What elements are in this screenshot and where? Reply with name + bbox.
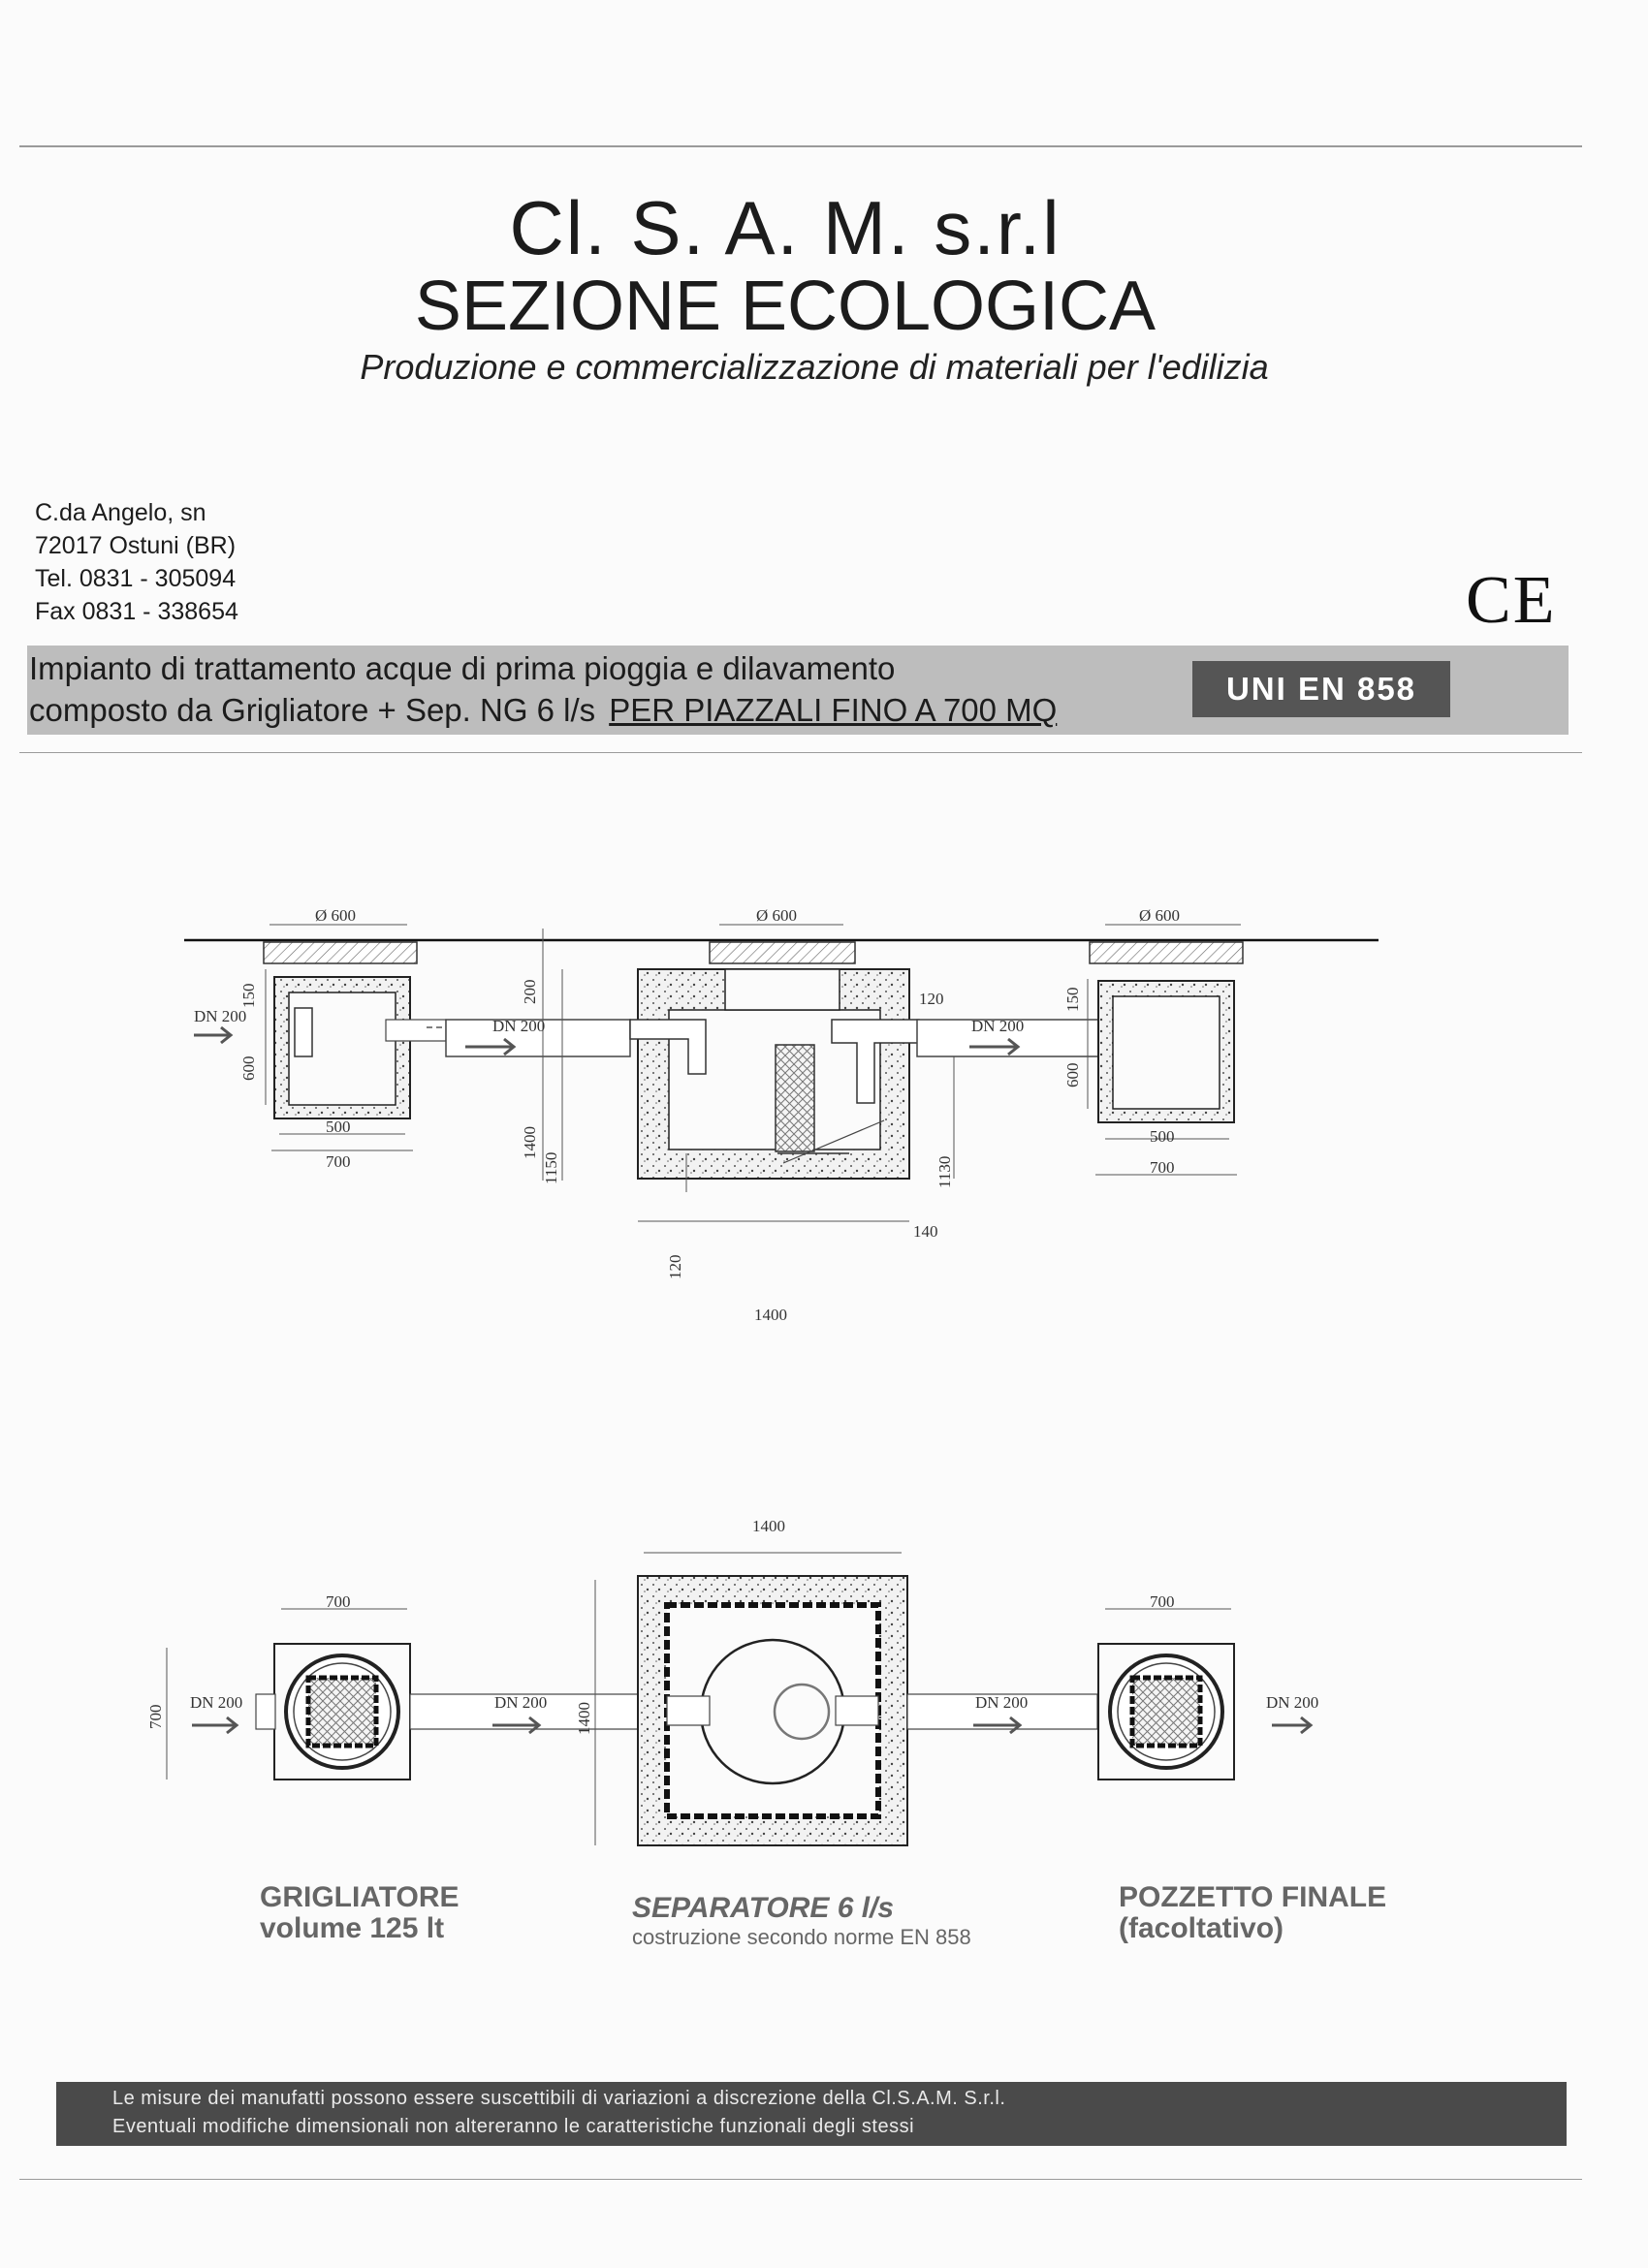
section-title: SEZIONE ECOLOGICA xyxy=(414,268,1157,345)
footer-line1: Le misure dei manufatti possono essere suscettibili di variazioni a discrezione della Cl.S.A.M. S.r.l. xyxy=(112,2088,1006,2109)
dim-g-top: 150 xyxy=(239,983,258,1008)
banner-rule xyxy=(19,752,1582,753)
caption-pozzetto-title: POZZETTO FINALE xyxy=(1119,1881,1387,1913)
standard-badge: UNI EN 858 xyxy=(1192,661,1450,717)
dim-s-inner: 1130 xyxy=(935,1155,954,1188)
tagline: Produzione e commercializzazione di materiali per l'edilizia xyxy=(360,347,1269,387)
plan-dim-g-width: 700 xyxy=(326,1592,351,1611)
dim-g-height: 600 xyxy=(239,1055,258,1081)
dim-s-top: 200 xyxy=(521,979,539,1004)
plan-pipe-label-outlet: DN 200 xyxy=(1266,1693,1319,1712)
caption-grigliatore-title: GRIGLIATORE xyxy=(260,1881,460,1913)
plan-dim-s-width: 1400 xyxy=(752,1517,785,1535)
plan-pipe-label-2: DN 200 xyxy=(975,1693,1029,1712)
address-city: 72017 Ostuni (BR) xyxy=(35,532,237,559)
ce-mark: CE xyxy=(1466,563,1557,638)
dim-p-inner: 500 xyxy=(1150,1127,1175,1146)
banner-line1: Impianto di trattamento acque di prima pioggia e dilavamento xyxy=(29,650,896,686)
banner-line2 xyxy=(29,692,1057,729)
diameter-label-1: Ø 600 xyxy=(315,906,357,925)
banner-line2-underlined: PER PIAZZALI FINO A 700 MQ xyxy=(609,692,1058,728)
dim-s-gap: 120 xyxy=(919,990,944,1008)
dim-g-inner: 500 xyxy=(326,1118,351,1136)
diameter-label-3: Ø 600 xyxy=(1139,906,1181,925)
technical-drawing xyxy=(0,872,1648,1968)
address-tel: Tel. 0831 - 305094 xyxy=(35,565,237,592)
grigliatore-section xyxy=(264,925,446,1150)
separatore-section xyxy=(543,925,954,1221)
company-name: Cl. S. A. M. s.r.l xyxy=(509,185,1062,270)
dim-s-wall: 120 xyxy=(666,1254,684,1279)
caption-separatore-title: SEPARATORE 6 l/s xyxy=(632,1892,895,1924)
pipe-label-2: DN 200 xyxy=(971,1017,1025,1035)
banner-line2-text: composto da Grigliatore + Sep. NG 6 l/s xyxy=(29,692,596,728)
pipe-label-1: DN 200 xyxy=(492,1017,546,1035)
caption-grigliatore-sub: volume 125 lt xyxy=(260,1912,445,1944)
top-rule xyxy=(19,145,1582,147)
arrow-icon xyxy=(192,1717,237,1733)
caption-grigliatore xyxy=(260,1882,460,1944)
dim-s-base: 140 xyxy=(913,1222,938,1241)
section-view xyxy=(184,906,1379,1324)
dim-s-h2: 1150 xyxy=(542,1151,560,1184)
bottom-rule xyxy=(19,2179,1582,2180)
address-fax: Fax 0831 - 338654 xyxy=(35,598,238,625)
dim-g-outer: 700 xyxy=(326,1152,351,1171)
dim-s-width: 1400 xyxy=(754,1306,787,1324)
plan-dim-s-height: 1400 xyxy=(575,1702,593,1735)
plan-pipe-label-inlet: DN 200 xyxy=(190,1693,243,1712)
address-block xyxy=(35,496,238,628)
plan-pipe-label-1: DN 200 xyxy=(494,1693,548,1712)
caption-pozzetto-sub: (facoltativo) xyxy=(1119,1912,1284,1944)
dim-s-h1: 1400 xyxy=(521,1126,539,1159)
dim-p-outer: 700 xyxy=(1150,1158,1175,1177)
pozzetto-plan xyxy=(1098,1609,1234,1780)
footer-line2: Eventuali modifiche dimensionali non altereranno le caratteristiche funzionali degli stessi xyxy=(112,2116,915,2137)
pipe-label-inlet: DN 200 xyxy=(194,1007,247,1025)
arrow-icon xyxy=(194,1027,231,1043)
diameter-label-2: Ø 600 xyxy=(756,906,798,925)
arrow-icon xyxy=(1272,1717,1311,1733)
plan-dim-g-height: 700 xyxy=(146,1704,165,1729)
plan-view xyxy=(146,1517,1318,1845)
address-street: C.da Angelo, sn xyxy=(35,499,206,526)
dim-p-height: 600 xyxy=(1063,1062,1082,1087)
caption-pozzetto xyxy=(1119,1882,1386,1944)
separatore-plan xyxy=(595,1553,907,1845)
dim-p-top: 150 xyxy=(1063,987,1082,1012)
caption-separatore-sub: costruzione secondo norme EN 858 xyxy=(632,1925,971,1949)
plan-dim-p-width: 700 xyxy=(1150,1592,1175,1611)
